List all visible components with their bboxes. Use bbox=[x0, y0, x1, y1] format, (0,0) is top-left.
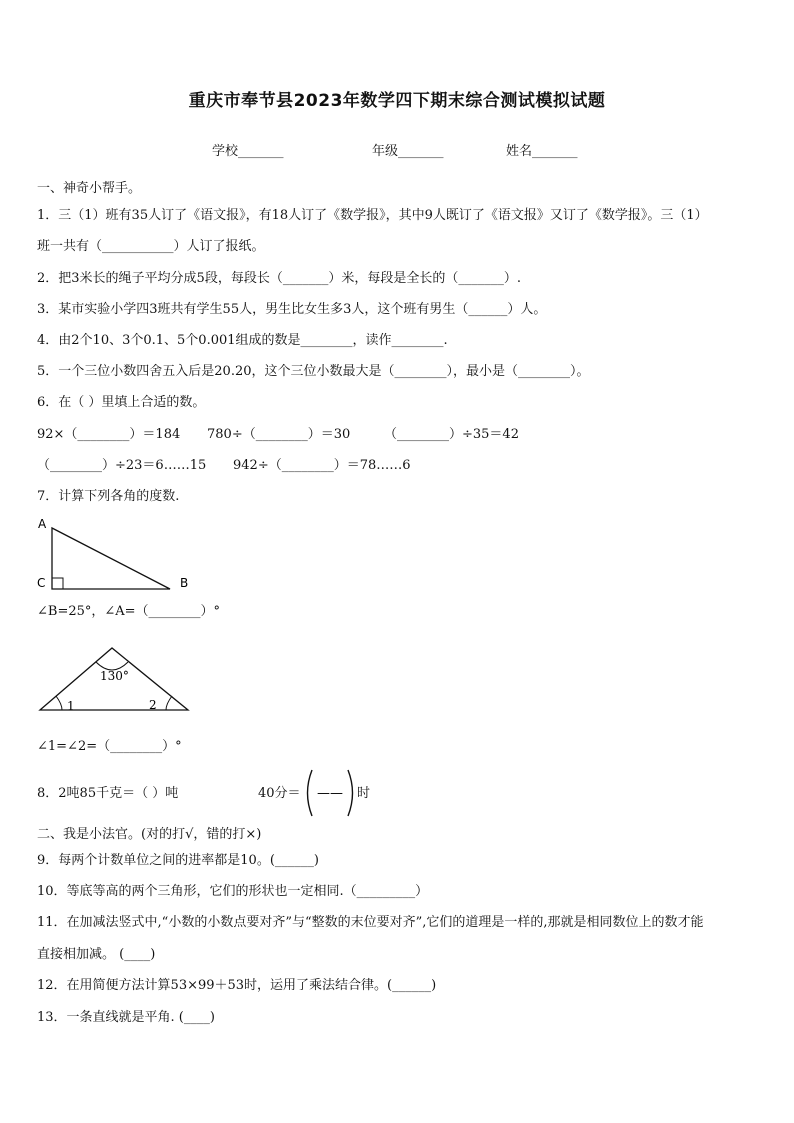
question-1-line-1: 1．三（1）班有35人订了《语文报》，有18人订了《数学报》，其中9人既订了《语文报》又订了《数学报》。三（1） bbox=[37, 208, 708, 223]
angle-1-arc bbox=[56, 696, 62, 710]
right-paren-icon bbox=[348, 770, 353, 816]
page-title: 重庆市奉节县2023年数学四下期末综合测试模拟试题 bbox=[188, 91, 606, 111]
question-6-row-1-item-3: （________）÷35＝42 bbox=[384, 427, 519, 442]
question-2: 2．把3米长的绳子平均分成5段，每段长（_______）米，每段是全长的（_______）. bbox=[37, 271, 521, 286]
question-9: 9．每两个计数单位之间的进率都是10。(______) bbox=[37, 853, 319, 868]
question-5: 5．一个三位小数四舍五入后是20.20，这个三位小数最大是（________），最小是（________）。 bbox=[37, 364, 590, 379]
question-6-row-1-item-1: 92×（________）＝184 bbox=[37, 427, 181, 442]
question-7-heading: 7．计算下列各角的度数. bbox=[37, 489, 180, 504]
question-6-heading: 6．在（ ）里填上合适的数。 bbox=[37, 395, 206, 410]
angle-2-arc bbox=[166, 696, 172, 710]
vertex-a-label: A bbox=[38, 517, 47, 531]
question-1-line-2: 班一共有（___________）人订了报纸。 bbox=[37, 239, 265, 254]
question-8-part-3: 时 bbox=[357, 786, 371, 801]
right-triangle-shape bbox=[52, 528, 170, 589]
question-13: 13．一条直线就是平角. (____) bbox=[37, 1010, 215, 1025]
vertex-b-label: B bbox=[180, 576, 189, 590]
question-3: 3．某市实验小学四3班共有学生55人，男生比女生多3人，这个班有男生（______）人。 bbox=[37, 302, 547, 317]
apex-angle-label: 130° bbox=[100, 669, 129, 683]
question-8-part-2: 40分＝ bbox=[258, 786, 301, 801]
question-6-row-2-item-1: （________）÷23＝6……15 bbox=[37, 458, 207, 473]
angle-1-label: 1 bbox=[67, 699, 75, 713]
fraction-blank[interactable] bbox=[304, 768, 356, 818]
question-12: 12．在用简便方法计算53×99＋53时，运用了乘法结合律。(______) bbox=[37, 978, 437, 993]
vertex-c-label: C bbox=[37, 576, 46, 590]
question-6-row-1-item-2: 780÷（________）＝30 bbox=[207, 427, 351, 442]
right-angle-marker bbox=[52, 578, 63, 589]
grade-field[interactable]: 年级_______ bbox=[372, 144, 444, 159]
obtuse-triangle-figure bbox=[30, 640, 200, 716]
right-triangle-figure bbox=[30, 512, 200, 598]
question-10: 10．等底等高的两个三角形，它们的形状也一定相同.（_________） bbox=[37, 884, 429, 899]
question-7-answer-1: ∠B=25°，∠A=（________）° bbox=[37, 604, 221, 619]
question-11-line-2: 直接相加减。 (____) bbox=[37, 947, 156, 962]
section-1-heading: 一、神奇小帮手。 bbox=[37, 181, 142, 196]
question-6-row-2-item-2: 942÷（________）＝78……6 bbox=[233, 458, 411, 473]
question-11-line-1: 11．在加减法竖式中,“小数的小数点要对齐”与“整数的末位要对齐”,它们的道理是一样的,那就是相同数位上的数才能 bbox=[37, 915, 704, 930]
left-paren-icon bbox=[308, 770, 313, 816]
school-field[interactable]: 学校_______ bbox=[212, 144, 284, 159]
question-4: 4．由2个10、3个0.1、5个0.001组成的数是________，读作________. bbox=[37, 333, 448, 348]
angle-2-label: 2 bbox=[149, 698, 157, 712]
question-8-part-1: 8．2吨85千克＝（ ）吨 bbox=[37, 786, 179, 801]
question-7-answer-2: ∠1=∠2=（________）° bbox=[37, 739, 182, 754]
name-field[interactable]: 姓名_______ bbox=[506, 144, 578, 159]
fraction-bar: —— bbox=[317, 786, 343, 801]
section-2-heading: 二、我是小法官。(对的打√，错的打×) bbox=[37, 827, 262, 842]
